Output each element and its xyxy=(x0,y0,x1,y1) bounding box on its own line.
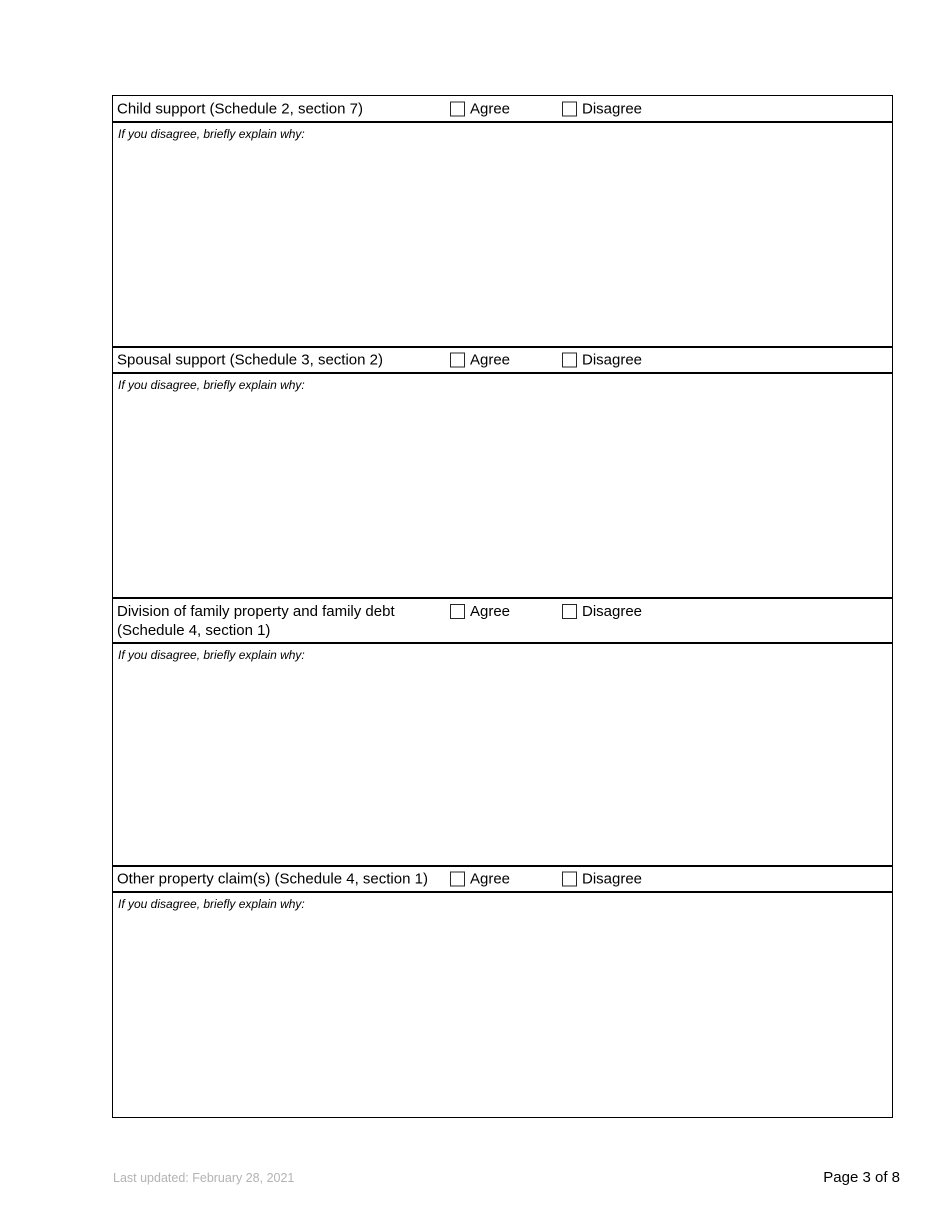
disagree-label: Disagree xyxy=(582,351,643,369)
section-title: Division of family property and family debt (Schedule 4, section 1) xyxy=(117,603,395,639)
disagree-option xyxy=(562,603,642,620)
explanation-prompt: If you disagree, briefly explain why: xyxy=(118,127,305,141)
explanation-box-spousal-support[interactable] xyxy=(113,374,892,599)
agree-checkbox[interactable] xyxy=(450,353,465,368)
disagree-option xyxy=(562,352,642,369)
footer-last-updated: Last updated: February 28, 2021 xyxy=(113,1171,295,1185)
agree-label: Agree xyxy=(470,870,511,888)
agree-option xyxy=(450,603,510,620)
disagree-option xyxy=(562,871,642,888)
agree-label: Agree xyxy=(470,603,511,620)
section-title: Other property claim(s) (Schedule 4, section 1) xyxy=(117,870,428,888)
agree-checkbox[interactable] xyxy=(450,604,465,619)
agree-option xyxy=(450,100,510,117)
footer-page-number: Page 3 of 8 xyxy=(823,1169,900,1186)
explanation-prompt: If you disagree, briefly explain why: xyxy=(118,378,305,392)
section-header-spousal-support xyxy=(113,348,892,374)
agree-checkbox[interactable] xyxy=(450,872,465,887)
section-header-property-division xyxy=(113,599,892,644)
agree-checkbox[interactable] xyxy=(450,101,465,116)
disagree-option xyxy=(562,100,642,117)
disagree-checkbox[interactable] xyxy=(562,353,577,368)
agree-option xyxy=(450,352,510,369)
explanation-box-child-support[interactable] xyxy=(113,123,892,348)
explanation-prompt: If you disagree, briefly explain why: xyxy=(118,897,305,911)
section-header-child-support xyxy=(113,96,892,123)
agree-disagree-form-table xyxy=(112,95,893,1118)
disagree-checkbox[interactable] xyxy=(562,101,577,116)
section-title: Spousal support (Schedule 3, section 2) xyxy=(117,351,383,369)
disagree-label: Disagree xyxy=(582,100,643,117)
explanation-prompt: If you disagree, briefly explain why: xyxy=(118,648,305,662)
disagree-checkbox[interactable] xyxy=(562,872,577,887)
disagree-checkbox[interactable] xyxy=(562,604,577,619)
agree-label: Agree xyxy=(470,100,511,117)
section-title: Child support (Schedule 2, section 7) xyxy=(117,100,363,117)
disagree-label: Disagree xyxy=(582,603,643,620)
explanation-box-property-division[interactable] xyxy=(113,644,892,867)
agree-option xyxy=(450,871,510,888)
agree-label: Agree xyxy=(470,351,511,369)
explanation-box-other-property-claims[interactable] xyxy=(113,893,892,1117)
section-header-other-property-claims xyxy=(113,867,892,893)
disagree-label: Disagree xyxy=(582,870,643,888)
